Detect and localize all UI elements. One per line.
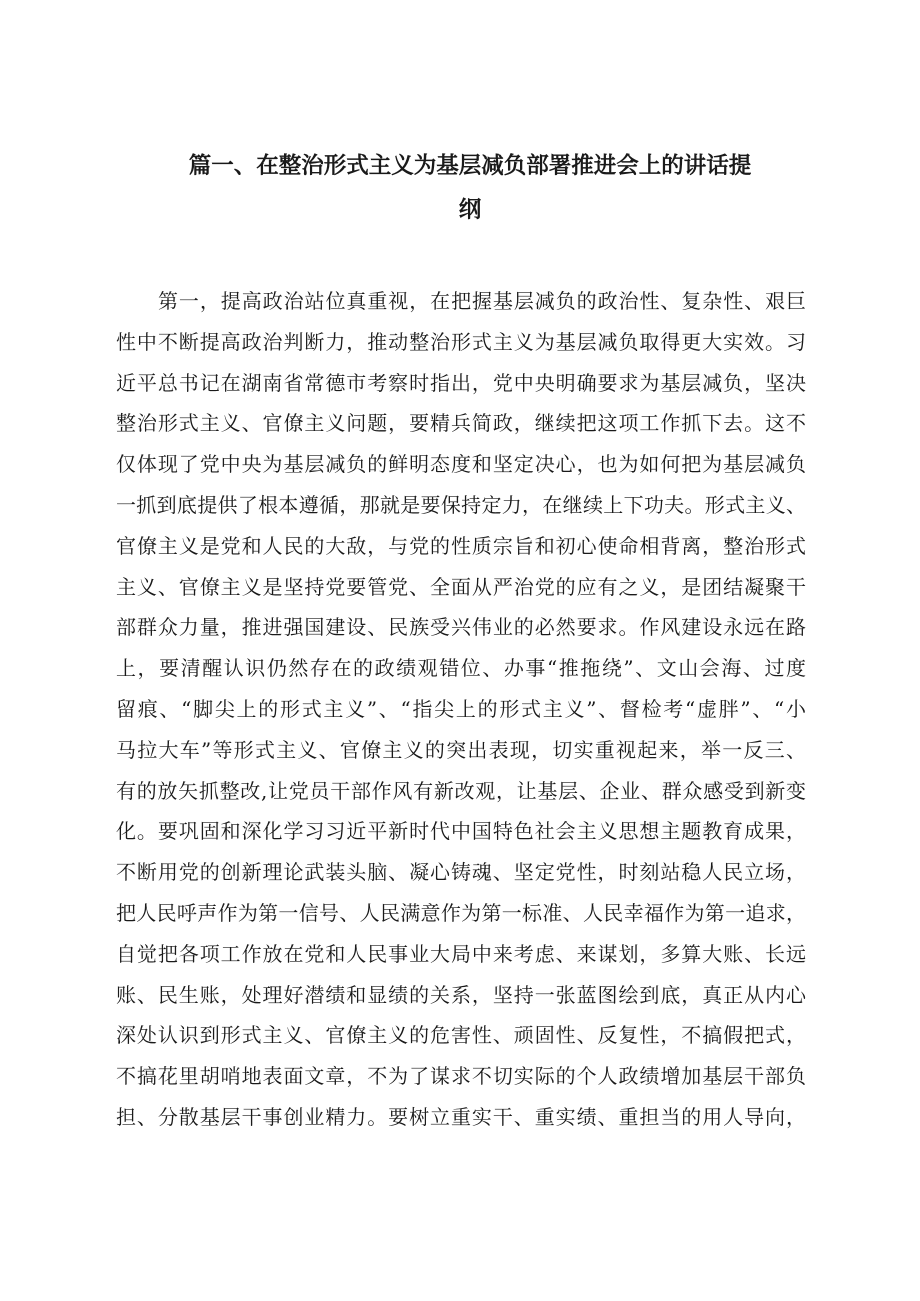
body-line: 不断用党的创新理论武装头脑、凝心铸魂、坚定党性，时刻站稳人民立场， <box>116 860 806 885</box>
body-line: 把人民呼声作为第一信号、人民满意作为第一标准、人民幸福作为第一追求， <box>116 900 806 925</box>
body-line: 留痕、“脚尖上的形式主义”、“指尖上的形式主义”、督检考“虚胖”、“小 <box>116 696 806 721</box>
body-line: 官僚主义是党和人民的大敌，与党的性质宗旨和初心使命相背离，整治形式 <box>116 533 806 558</box>
body-line: 仅体现了党中央为基层减负的鲜明态度和坚定决心，也为如何把为基层减负 <box>116 452 806 477</box>
body-line: 一抓到底提供了根本遵循，那就是要保持定力，在继续上下功夫。形式主义、 <box>116 492 806 517</box>
body-line: 上，要清醒认识仍然存在的政绩观错位、办事“推拖绕”、文山会海、过度 <box>116 656 806 681</box>
body-line: 自觉把各项工作放在党和人民事业大局中来考虑、来谋划，多算大账、长远 <box>116 941 806 966</box>
title-line: 纲 <box>458 197 482 223</box>
title-line: 篇一、在整治形式主义为基层减负部署推进会上的讲话提 <box>188 153 752 179</box>
body-line: 担、分散基层干事创业精力。要树立重实干、重实绩、重担当的用人导向， <box>116 1104 806 1129</box>
body-line: 账、民生账，处理好潜绩和显绩的关系，坚持一张蓝图绘到底，真正从内心 <box>116 982 806 1007</box>
body-line: 第一，提高政治站位真重视，在把握基层减负的政治性、复杂性、艰巨 <box>158 289 806 313</box>
body-line: 有的放矢抓整改,让党员干部作风有新改观，让基层、企业、群众感受到新变 <box>116 778 806 803</box>
body-line: 部群众力量，推进强国建设、民族受兴伟业的必然要求。作风建设永远在路 <box>116 615 806 640</box>
body-line: 化。要巩固和深化学习习近平新时代中国特色社会主义思想主题教育成果， <box>116 819 806 844</box>
body-line: 深处认识到形式主义、官僚主义的危害性、顽固性、反复性，不搞假把式， <box>116 1023 806 1048</box>
body-paragraph <box>116 281 806 1138</box>
body-line: 马拉大车”等形式主义、官僚主义的突出表现，切实重视起来，举一反三、 <box>116 737 806 762</box>
body-line: 性中不断提高政治判断力，推动整治形式主义为基层减负取得更大实效。习 <box>116 329 806 354</box>
body-line: 整治形式主义、官僚主义问题，要精兵简政，继续把这项工作抓下去。这不 <box>116 411 806 436</box>
document-title <box>100 144 840 232</box>
body-line: 近平总书记在湖南省常德市考察时指出，党中央明确要求为基层减负，坚决 <box>116 370 806 395</box>
body-line: 主义、官僚主义是坚持党要管党、全面从严治党的应有之义，是团结凝聚干 <box>116 574 806 599</box>
body-line: 不搞花里胡哨地表面文章，不为了谋求不切实际的个人政绩增加基层干部负 <box>116 1064 806 1089</box>
